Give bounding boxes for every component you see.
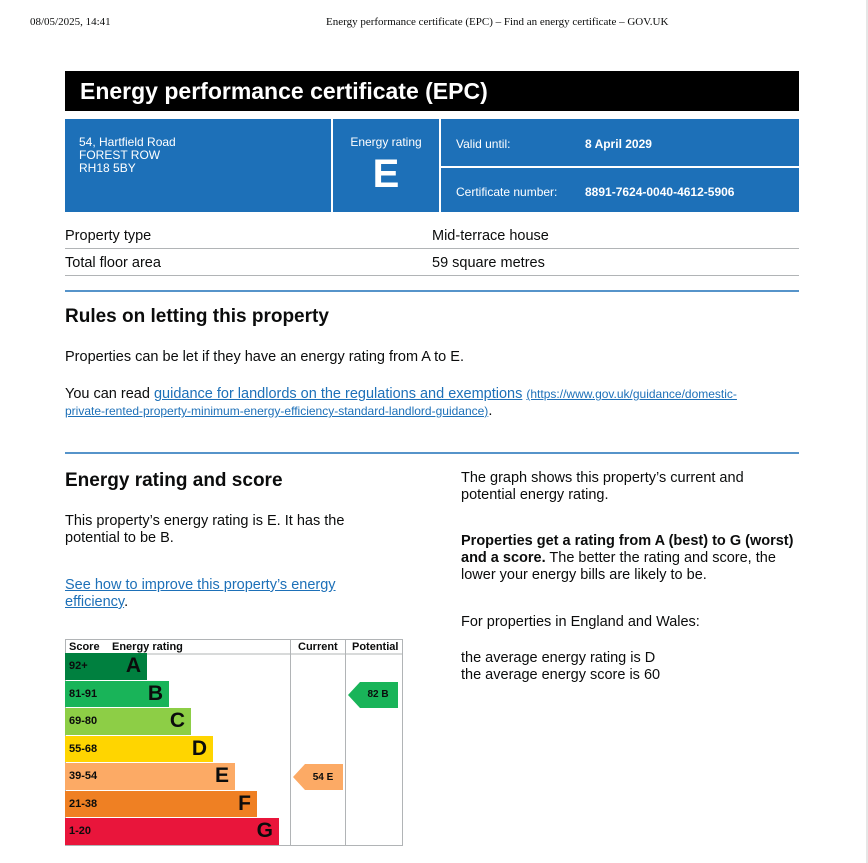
summary-label: Property type <box>65 228 152 244</box>
current-rating-label: 54 E <box>312 771 334 783</box>
average-rating-line: the average energy rating is D <box>461 650 656 666</box>
certificate-title-banner <box>65 71 799 111</box>
band-letter-label: C <box>169 709 185 732</box>
band-g <box>65 818 290 845</box>
energy-rating-paragraph <box>65 513 344 547</box>
improve-efficiency-link-2[interactable]: efficiency <box>65 594 125 610</box>
letting-guidance-paragraph <box>65 386 785 420</box>
band-score-label: 55-68 <box>65 736 105 763</box>
band-bar <box>105 791 257 818</box>
address-line-3: RH18 5BY <box>79 161 136 175</box>
rating-scale-rest-1: The better the rating and score, the <box>545 550 776 566</box>
address-line-2: FOREST ROW <box>79 148 161 162</box>
chart-header-potential: Potential <box>352 641 399 653</box>
certificate-number-value: 8891-7624-0040-4612-5906 <box>585 185 735 199</box>
energy-para-line-2: potential to be B. <box>65 530 174 546</box>
improve-efficiency-link-1[interactable]: See how to improve this property’s energy <box>65 577 336 593</box>
energy-rating-box <box>333 119 439 212</box>
certificate-number-label: Certificate number: <box>456 185 558 199</box>
improve-paragraph <box>65 577 336 611</box>
band-letter-label: F <box>238 791 251 815</box>
valid-until-label: Valid until: <box>456 137 511 151</box>
graph-explainer-line-2: potential energy rating. <box>461 487 609 503</box>
valid-until-value: 8 April 2029 <box>585 137 652 151</box>
address-line-1: 54, Hartfield Road <box>79 135 176 149</box>
graph-explainer-line-1: The graph shows this property’s current and <box>461 470 744 486</box>
band-bar <box>105 681 169 708</box>
band-bar <box>105 763 235 790</box>
band-bar <box>105 653 147 680</box>
band-score-label: 21-38 <box>65 791 105 818</box>
improve-suffix: . <box>124 594 129 610</box>
valid-until-box <box>441 119 799 166</box>
section-divider <box>65 452 799 454</box>
energy-para-line-1: This property’s energy rating is E. It has the <box>65 513 345 529</box>
summary-value: Mid-terrace house <box>432 228 549 244</box>
certificate-number-box <box>441 168 799 212</box>
band-bar <box>105 818 279 845</box>
guidance-link-url-1[interactable]: (https://www.gov.uk/guidance/domestic- <box>526 387 737 401</box>
rating-scale-rest-2: lower your energy bills are likely to be. <box>461 567 707 583</box>
band-bar <box>105 736 213 763</box>
energy-heading: Energy rating and score <box>65 470 283 491</box>
certificate-title: Energy performance certificate (EPC) <box>80 78 488 104</box>
summary-row-property-type <box>65 221 799 249</box>
print-page-title: Energy performance certificate (EPC) – Find an energy certificate – GOV.UK <box>326 16 669 28</box>
guidance-link[interactable]: guidance for landlords on the regulations and exemptions <box>153 386 523 402</box>
guidance-suffix: . <box>488 403 493 419</box>
average-score-line: the average energy score is 60 <box>461 667 661 683</box>
band-score-label: 39-54 <box>65 763 105 790</box>
band-letter-label: B <box>147 681 163 705</box>
band-score-label: 92+ <box>65 653 105 680</box>
band-score-label: 1-20 <box>65 818 105 845</box>
band-bar <box>105 708 191 735</box>
potential-rating-label: 82 B <box>367 689 389 700</box>
summary-label: Total floor area <box>65 255 161 271</box>
guidance-link-url-2[interactable]: private-rented-property-minimum-energy-efficiency-standard-landlord-guidance) <box>65 404 489 418</box>
energy-rating-letter: E <box>372 152 400 196</box>
band-f <box>65 791 290 818</box>
band-letter-label: D <box>191 736 207 760</box>
average-rating-info <box>461 650 660 684</box>
band-letter-label: A <box>125 654 141 677</box>
letting-heading: Rules on letting this property <box>65 306 329 327</box>
rating-scale-bold-2: and a score. <box>461 550 546 566</box>
band-d <box>65 736 290 763</box>
summary-value: 59 square metres <box>432 255 545 271</box>
band-letter-label: E <box>214 764 229 787</box>
band-e <box>65 763 290 790</box>
graph-explainer <box>461 470 744 504</box>
address-box <box>65 119 331 212</box>
band-a <box>65 653 290 680</box>
epc-rating-chart <box>65 639 403 846</box>
chart-header-score: Score <box>69 641 100 653</box>
rating-scale-explainer <box>461 533 793 584</box>
letting-paragraph: Properties can be let if they have an energy rating from A to E. <box>65 349 464 365</box>
band-c <box>65 708 290 735</box>
band-score-label: 81-91 <box>65 681 105 708</box>
rating-scale-bold-1: Properties get a rating from A (best) to G (worst) <box>461 533 794 549</box>
print-datetime: 08/05/2025, 14:41 <box>30 16 111 28</box>
band-b <box>65 681 290 708</box>
england-wales-label: For properties in England and Wales: <box>461 614 700 630</box>
band-score-label: 69-80 <box>65 708 105 735</box>
energy-rating-label: Energy rating <box>350 135 422 149</box>
chart-header-current: Current <box>298 641 338 653</box>
band-letter-label: G <box>256 819 273 842</box>
chart-header-rating: Energy rating <box>112 641 183 653</box>
section-divider <box>65 290 799 292</box>
guidance-prefix: You can read <box>65 386 154 402</box>
summary-row-floor-area <box>65 248 799 276</box>
